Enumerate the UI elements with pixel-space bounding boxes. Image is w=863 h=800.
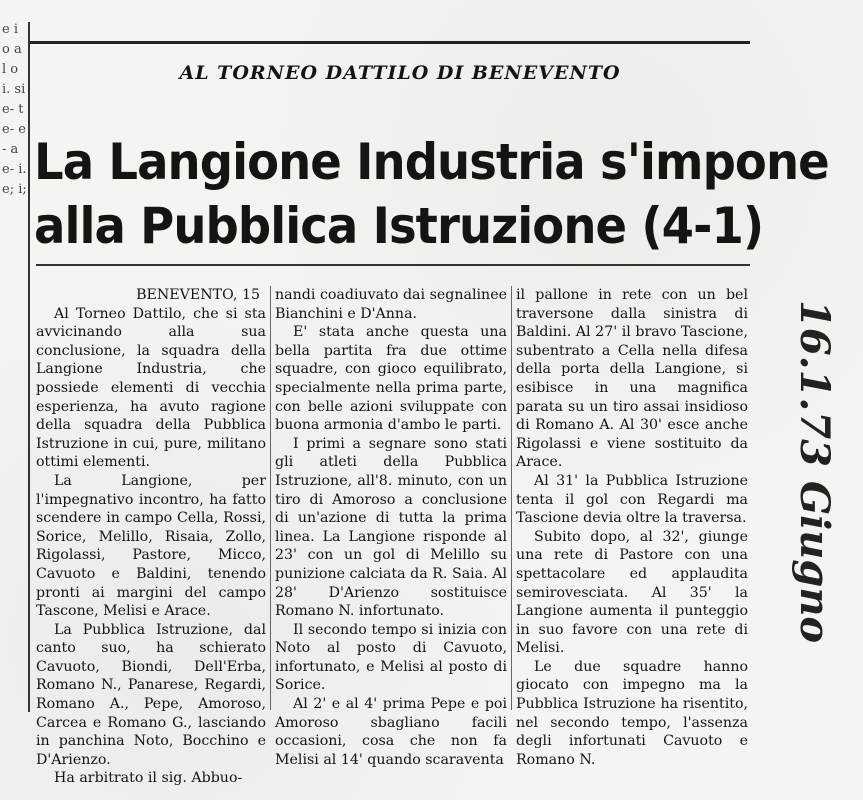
top-rule xyxy=(30,41,750,44)
paragraph: Subito dopo, al 32', giunge una rete di Pastore con una spettacolare ed applaudita semirovesciata. Al 35' la Langione aumenta il punteggio in suo favore con una rete di Melisi. xyxy=(516,528,748,657)
article-column-1 xyxy=(36,286,266,787)
handwritten-annotation xyxy=(770,300,850,644)
paragraph: Le due squadre hanno giocato con impegno ma la Pubblica Istruzione ha risentito, nel secondo tempo, l'assenza degli infortunati Cavuoto e Romano N. xyxy=(516,658,748,768)
kicker-headline: AL TORNEO DATTILO DI BENEVENTO xyxy=(179,62,621,84)
column-separator xyxy=(511,286,512,710)
paragraph: il pallone in rete con un bel traversone dalla sinistra di Baldini. Al 27' il bravo Tascione, subentrato a Cella nella difesa della porta della Langione, si esibisce in una magnifica parata su un tiro assai insidioso di Romano A. Al 30' esce anche Rigolassi e viene sostituito da Arace. xyxy=(516,287,748,471)
paragraph: La Pubblica Istruzione, dal canto suo, ha schierato Cavuoto, Biondi, Dell'Erba, Romano N., Panarese, Regardi, Romano A., Pepe, Amoroso, Carcea e Romano G., lasciando in panchina Noto, Bocchino e D'Arienzo. xyxy=(36,621,266,768)
margin-column-rule xyxy=(28,22,30,712)
paragraph: Al 2' e al 4' prima Pepe e poi Amoroso sbagliano facili occasioni, cosa che non fa Melisi al 14' quando scaraventa xyxy=(275,696,507,768)
article-column-3 xyxy=(516,286,748,768)
dateline: BENEVENTO, 15 xyxy=(136,287,260,303)
paragraph: I primi a segnare sono stati gli atleti della Pubblica Istruzione, all'8. minuto, con un tiro di Amoroso a conclusione di un'azione di tutta la prima linea. La Langione risponde al 23' con un gol di Melillo su punizione calciata da R. Saia. Al 28' D'Arienzo sostituisce Romano N. infortunato. xyxy=(275,435,507,620)
margin-text-fragment: e i o a l o i. si e- t e- e- a e- i. e; i; xyxy=(2,22,27,197)
paragraph: E' stata anche questa una bella partita fra due ottime squadre, con gioco equilibrato, specialmente nella prima parte, con belle azioni sviluppate con buona armonia d'ambo le parti. xyxy=(275,324,507,434)
headline-line-1: La Langione Industria s'impone xyxy=(34,133,829,191)
headline-line-2: alla Pubblica Istruzione (4-1) xyxy=(34,197,764,255)
column-separator xyxy=(270,286,271,710)
paragraph: Il secondo tempo si inizia con Noto al posto di Cavuoto, infortunato, e Melisi al posto di Sorice. xyxy=(275,621,507,694)
headline-rule xyxy=(36,264,750,266)
paragraph: Al Torneo Dattilo, che si sta avvicinando alla sua conclusione, la squadra della Langione Industria, che possiede elementi di vecchia esperienza, ha avuto ragione della squadra della Pubblica Istruzione in cui, pure, militano ottimi elementi. xyxy=(36,305,266,471)
paragraph: nandi coadiuvato dai segnalinee Bianchini e D'Anna. xyxy=(275,287,507,322)
paragraph: La Langione, per l'impegnativo incontro, ha fatto scendere in campo Cella, Rossi, Sorice, Melillo, Risaia, Zollo, Rigolassi, Pastore, Micco, Cavuoto e Baldini, tenendo pronti ai margini del campo Tascone, Melisi e Arace. xyxy=(36,472,266,620)
handwritten-date: 16.1.73 Giugno xyxy=(791,300,838,644)
article-column-2 xyxy=(275,286,507,768)
paragraph: Al 31' la Pubblica Istruzione tenta il gol con Regardi ma Tascione devia oltre la traversa. xyxy=(516,472,748,527)
paragraph: Ha arbitrato il sig. Abbuo- xyxy=(54,770,243,787)
